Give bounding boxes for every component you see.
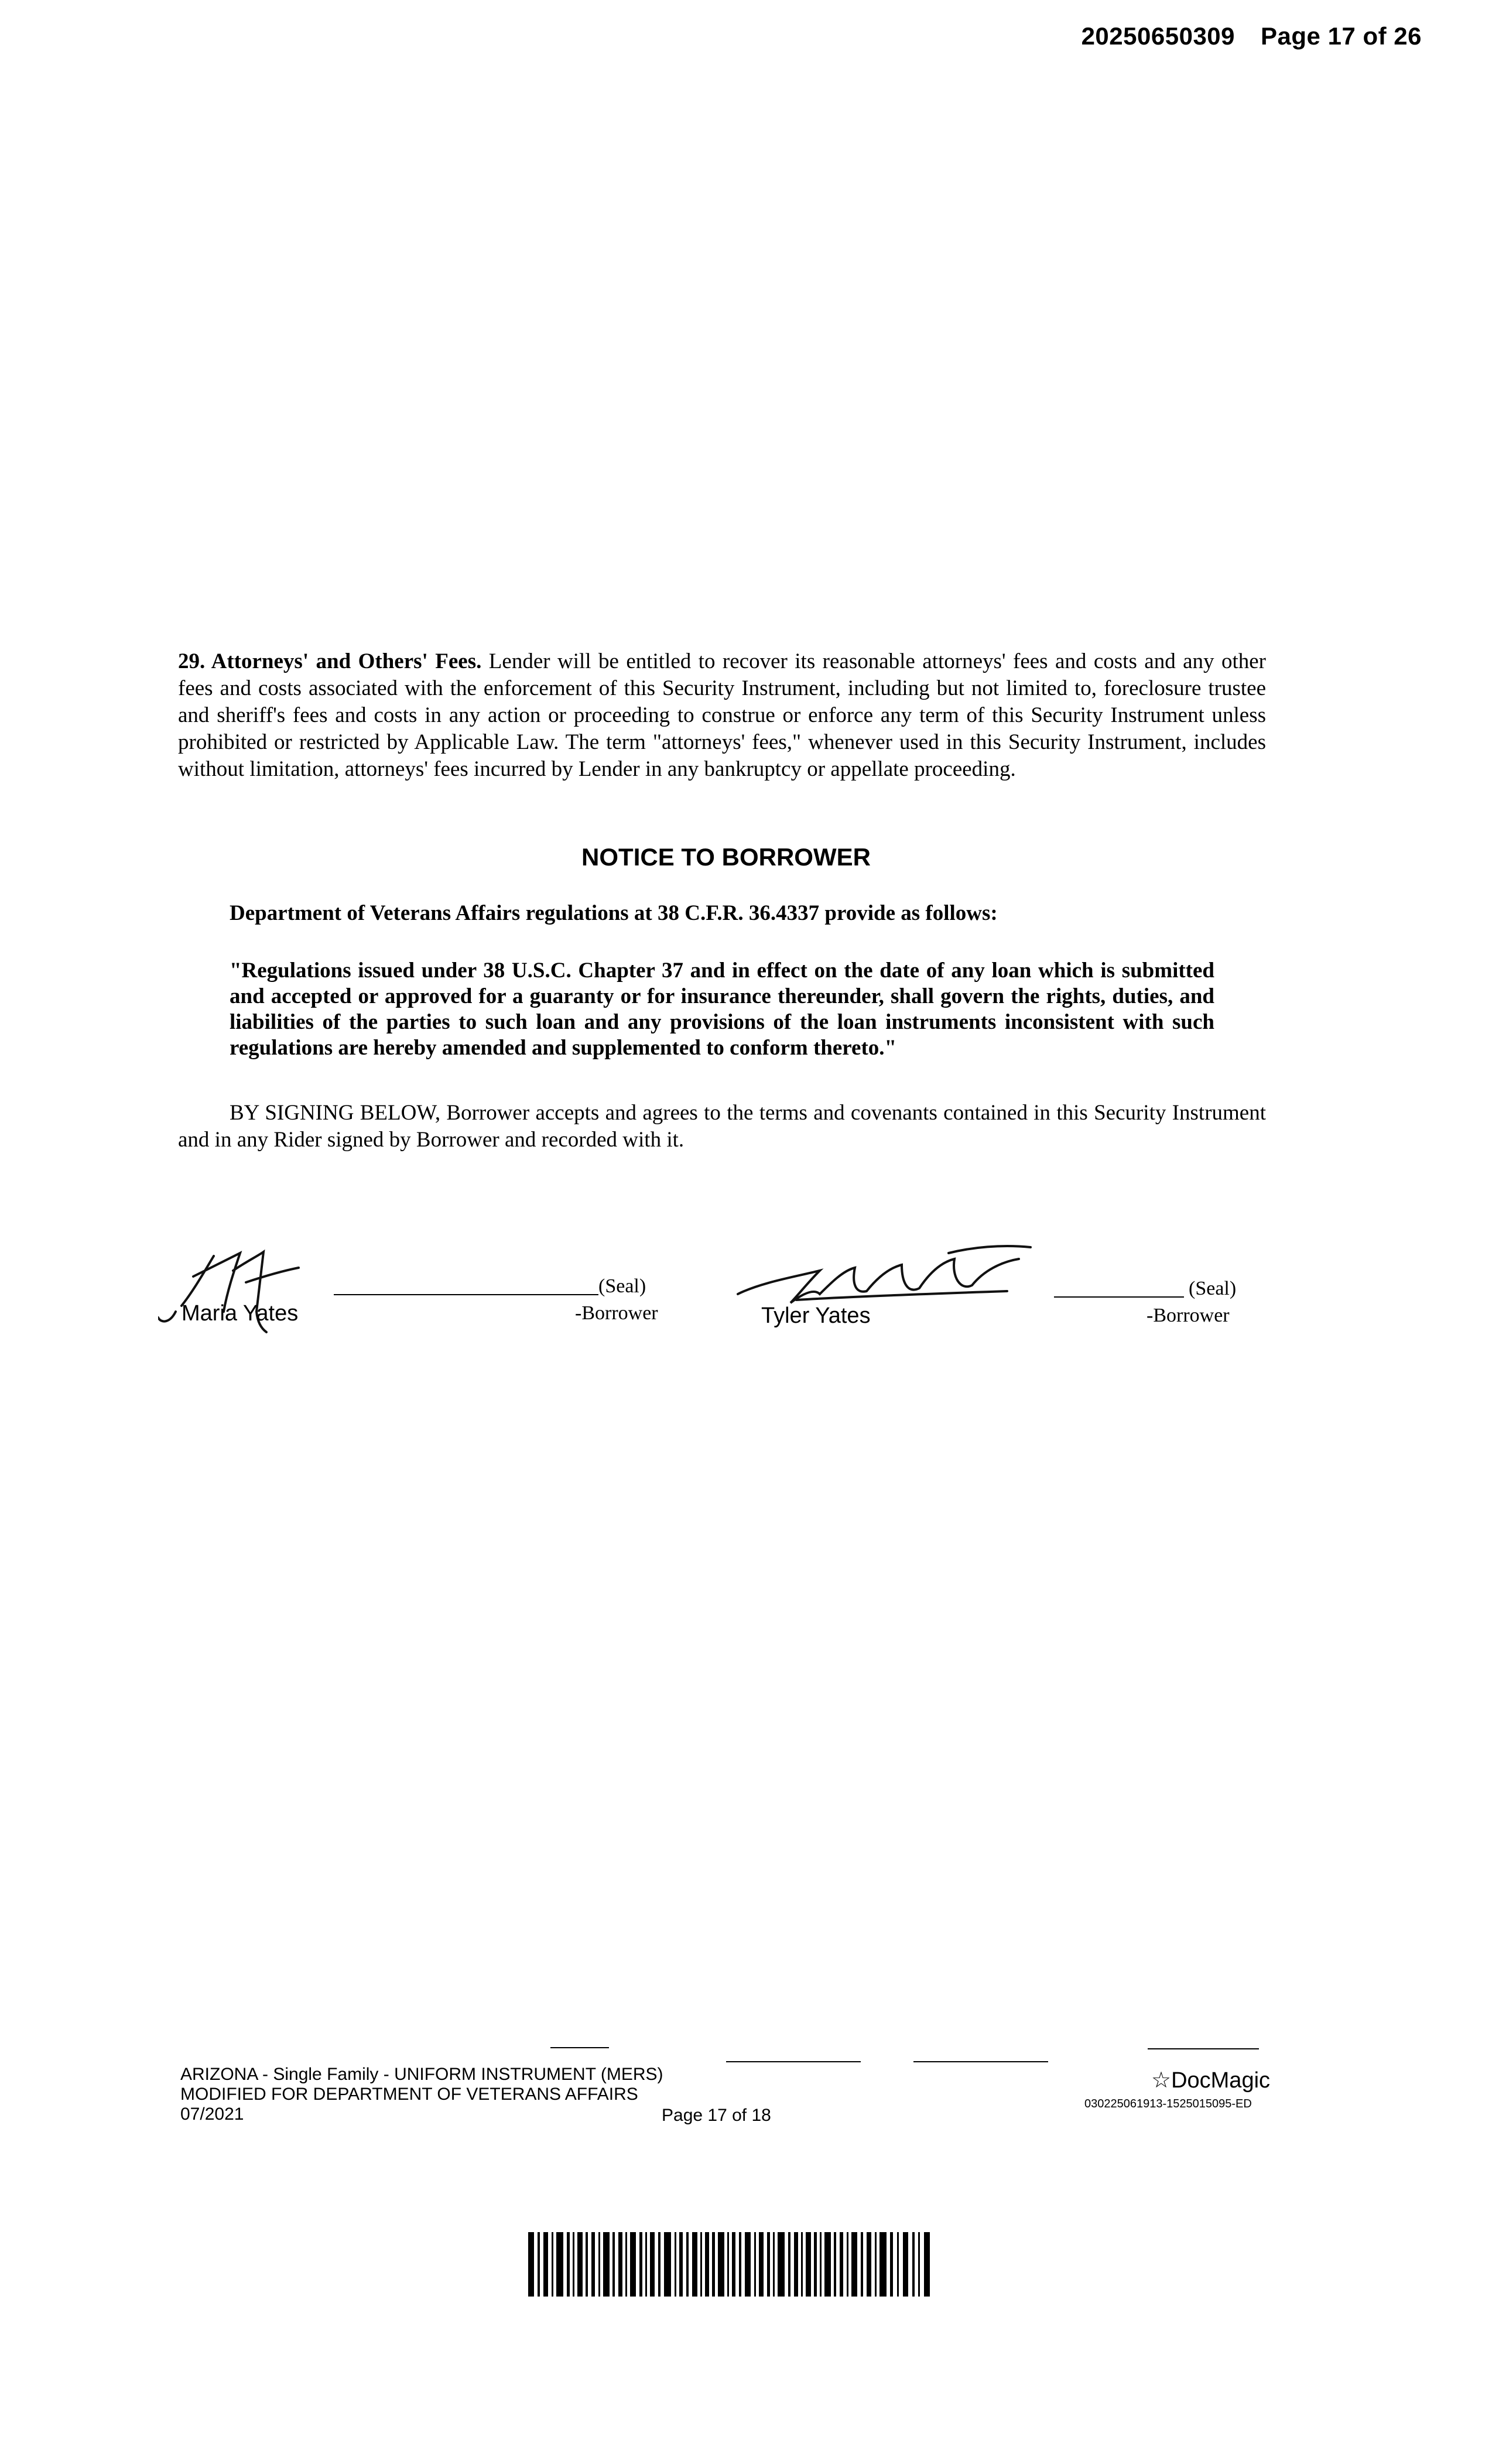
notice-heading: NOTICE TO BORROWER [581, 843, 871, 871]
recording-stamp [1082, 22, 1422, 50]
footer-page-number: Page 17 of 18 [662, 2106, 771, 2125]
footer-form-info [180, 2065, 663, 2124]
docmagic-logo [1151, 2067, 1270, 2093]
star-icon: ☆ [1151, 2068, 1172, 2093]
recording-page-label: Page 17 of 26 [1261, 22, 1422, 50]
seal-label-1: (Seal) [598, 1275, 646, 1297]
footer-rule-2 [726, 2061, 861, 2062]
footer-rule-3 [913, 2061, 1048, 2062]
footer-rule-4 [1148, 2048, 1259, 2049]
footer-line-1: ARIZONA - Single Family - UNIFORM INSTRUMENT (MERS) [180, 2065, 663, 2084]
signature-block-borrower-2 [726, 1236, 1253, 1341]
document-number: 20250650309 [1081, 22, 1236, 50]
va-regulations-quote: "Regulations issued under 38 U.S.C. Chapter 37 and in effect on the date of any loan which is submitted and accepted or approved for a guaranty or for insurance thereunder, shall govern the rights, duties, and liabilities of the parties to such loan and any provisions of the loan instruments inconsistent with such regulations are hereby amended and supplemented to conform thereto." [230, 959, 1214, 1060]
docmagic-brand: DocMagic [1171, 2068, 1271, 2093]
footer-rule-1 [550, 2047, 609, 2048]
section-29-heading: 29. Attorneys' and Others' Fees. [178, 649, 482, 673]
signature-line-1 [334, 1294, 598, 1295]
section-29-body: Lender will be entitled to recover its reasonable attorneys' fees and costs and any other fees and costs associated with the enforcement of this Security Instrument, including but not limited to, foreclosure trustee and sheriff's fees and costs in any action or proceeding to construe or enforce any term of this Security Instrument unless prohibited or restricted by Applicable Law. The term "attorneys' fees," whenever used in this Security Instrument, includes without limitation, attorneys' fees incurred by Lender in any bankruptcy or appellate proceeding. [178, 649, 1267, 781]
signature-line-2 [1054, 1296, 1184, 1298]
signing-statement-text: BY SIGNING BELOW, Borrower accepts and agrees to the terms and covenants contained in this Security Instrument and in any Rider signed by Borrower and recorded with it. [178, 1101, 1266, 1152]
borrower-name-2: Tyler Yates [761, 1303, 871, 1328]
borrower-name-1: Maria Yates [182, 1301, 299, 1326]
va-regulations-intro: Department of Veterans Affairs regulations at 38 C.F.R. 36.4337 provide as follows: [230, 901, 998, 925]
footer-line-2: MODIFIED FOR DEPARTMENT OF VETERANS AFFAIRS [180, 2085, 638, 2104]
barcode [528, 2232, 930, 2297]
seal-label-2: (Seal) [1189, 1278, 1237, 1299]
borrower-role-2: -Borrower [1147, 1305, 1230, 1326]
docmagic-code: 030225061913-1525015095-ED [1084, 2097, 1252, 2110]
borrower-role-1: -Borrower [575, 1302, 658, 1324]
footer-line-3: 07/2021 [180, 2104, 244, 2124]
signing-statement [178, 1100, 1266, 1154]
section-29-paragraph [178, 648, 1266, 783]
signature-block-borrower-1 [158, 1236, 673, 1341]
